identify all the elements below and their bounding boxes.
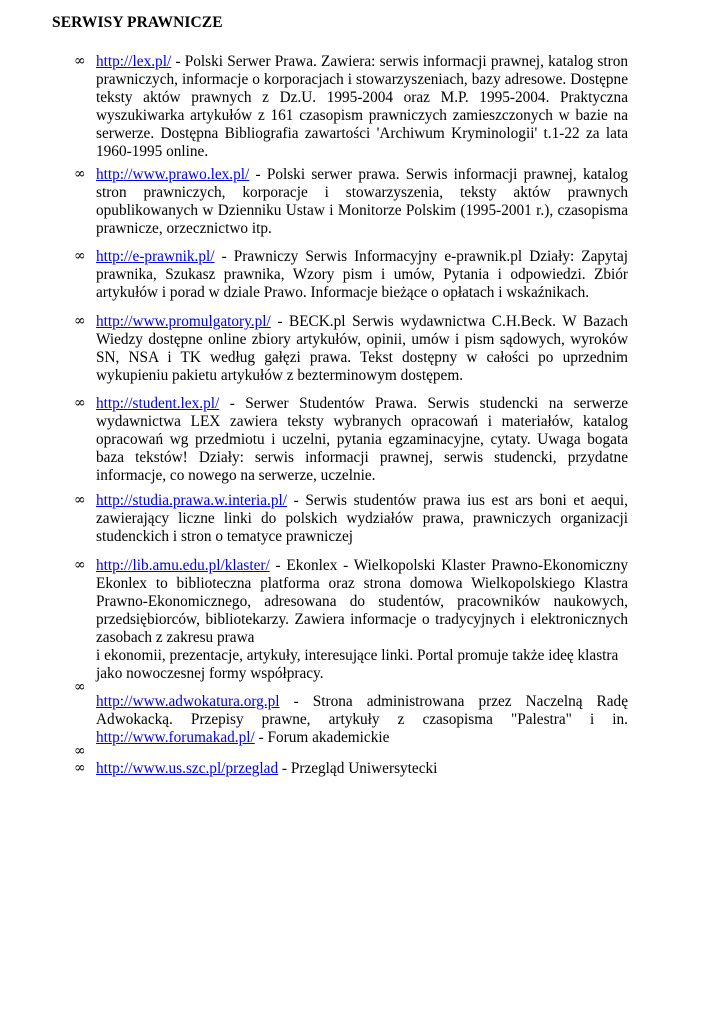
infinity-bullet-icon: ∞ [74, 743, 86, 759]
item-description: - BECK.pl Serwis wydawnictwa C.H.Beck. W Bazach Wiedzy dostępne online zbiory artykułów, opinii, umów i pism sądowych, wyroków SN, NSA i TK według gałęzi prawa. Tekst dostępny w całości po uprzednim wykupieniu pakietu artykułów z bezterminowym dostępem. [96, 313, 628, 384]
item-description: - Prawniczy Serwis Informacyjny e-prawnik.pl Działy: Zapytaj prawnika, Szukasz prawnika, Wzory pism i umów, Pytania i odpowiedzi. Zbiór artykułów i porad w dziale Prawo. Informacje bieżące o opłatach i wskaźnikach. [96, 248, 628, 301]
link-student-lex[interactable]: http://student.lex.pl/ [96, 395, 220, 412]
link-klaster[interactable]: http://lib.amu.edu.pl/klaster/ [96, 557, 270, 574]
list-item-text [96, 760, 628, 778]
link-us-szc-przeglad[interactable]: http://www.us.szc.pl/przeglad [96, 760, 279, 777]
list-item-text [96, 395, 628, 485]
list-item-text [96, 693, 628, 747]
list-item-text [96, 557, 628, 683]
item-description-suffix: - Forum akademickie [254, 729, 390, 746]
link-forumakad[interactable]: http://www.forumakad.pl/ [96, 729, 255, 746]
list-item-text [96, 248, 628, 302]
infinity-bullet-icon: ∞ [74, 492, 86, 508]
link-promulgatory[interactable]: http://www.promulgatory.pl/ [96, 313, 271, 330]
item-description: - Przegląd Uniwersytecki [278, 760, 438, 777]
infinity-bullet-icon: ∞ [74, 557, 86, 573]
infinity-bullet-icon: ∞ [74, 248, 86, 264]
infinity-bullet-icon: ∞ [74, 53, 86, 69]
link-prawo-lex[interactable]: http://www.prawo.lex.pl/ [96, 166, 250, 183]
item-description: - Strona administrowana przez Naczelną Radę Adwokacką. Przepisy prawne, artykuły z czasopisma "Palestra" i in. [96, 693, 628, 728]
link-adwokatura[interactable]: http://www.adwokatura.org.pl [96, 693, 280, 710]
item-description: - Ekonlex - Wielkopolski Klaster Prawno-Ekonomiczny Ekonlex to biblioteczna platforma oraz strona domowa Wielkopolskiego Klastra Prawno-Ekonomicznego, adresowana do studentów, pracowników naukowych, przedsiębiorców, bibliotekarzy. Zawiera informacje o tradycyjnych i elektronicznych zasobach z zakresu prawa [96, 557, 628, 646]
infinity-bullet-icon: ∞ [74, 395, 86, 411]
list-item-text [96, 492, 628, 546]
link-e-prawnik[interactable]: http://e-prawnik.pl/ [96, 248, 215, 265]
link-studia-prawa[interactable]: http://studia.prawa.w.interia.pl/ [96, 492, 288, 509]
list-item-text [96, 166, 628, 238]
list-item-text [96, 53, 628, 161]
item-description-continued: i ekonomii, prezentacje, artykuły, interesujące linki. Portal promuje także ideę klastra jako nowoczesnej formy współpracy. [96, 647, 619, 682]
item-description: - Polski Serwer Prawa. Zawiera: serwis informacji prawnej, katalog stron prawniczych, informacje o korporacjach i stowarzyszeniach, bazy adresowe. Dostępne teksty aktów prawnych z Dz.U. 1995-2004 oraz M.P. 1995-2004. Praktyczna wyszukiwarka artykułów z 161 czasopism prawniczych zamieszczonych w bazie na serwerze. Dostępna Bibliografia zawartości 'Archiwum Kryminologii' t.1-22 za lata 1960-1995 online. [96, 53, 628, 160]
list-item-text [96, 313, 628, 385]
page-title: SERWISY PRAWNICZE [52, 14, 223, 31]
item-description: - Serwis studentów prawa ius est ars boni et aequi, zawierający liczne linki do polskich wydziałów prawa, prawniczych organizacji studenckich i stron o tematyce prawniczej [96, 492, 628, 545]
link-lex[interactable]: http://lex.pl/ [96, 53, 172, 70]
infinity-bullet-icon: ∞ [74, 313, 86, 329]
infinity-bullet-icon: ∞ [74, 760, 86, 776]
infinity-bullet-icon: ∞ [74, 679, 86, 695]
item-description: - Polski serwer prawa. Serwis informacji prawnej, katalog stron prawniczych, korporacje i stowarzyszenia, teksty aktów prawnych opublikowanych w Dzienniku Ustaw i Monitorze Polskim (1995-2001 r.), czasopisma prawnicze, orzecznictwo itp. [96, 166, 628, 237]
infinity-bullet-icon: ∞ [74, 166, 86, 182]
item-description: - Serwer Studentów Prawa. Serwis studencki na serwerze wydawnictwa LEX zawiera teksty wybranych opracowań i materiałów, katalog opracowań wg przedmiotu i uczelni, pytania egzaminacyjne, cytaty. Uwaga bogata baza tekstów! Działy: serwis informacji prawnej, serwis studencki, przydatne informacje, co nowego na serwerze, uczelnie. [96, 395, 628, 484]
